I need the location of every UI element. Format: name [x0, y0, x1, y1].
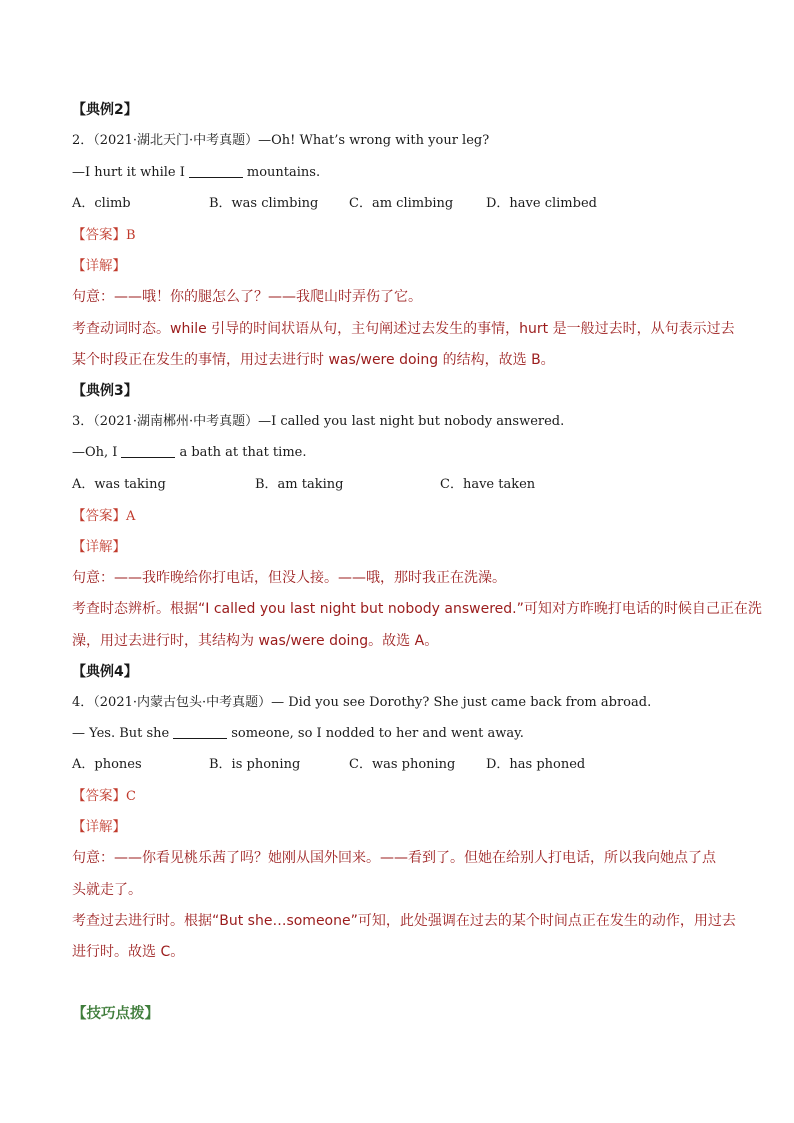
- explain-text: 考查时态辨析。根据“I called you last night but nobody answered.”可知对方昨晚打电话的时候自己正在洗: [72, 601, 762, 617]
- options-row: [72, 756, 672, 774]
- detail-tag: 【详解】: [72, 539, 126, 555]
- meaning-text: 头就走了。: [72, 882, 142, 898]
- example-heading: 【典例3】: [72, 383, 138, 399]
- options-row: [72, 476, 672, 494]
- question-line: [72, 694, 651, 712]
- question-reply: [72, 725, 524, 743]
- example-heading: 【典例4】: [72, 664, 138, 680]
- option-d: D．have climbed: [486, 196, 597, 211]
- option-b: B．is phoning: [209, 757, 301, 772]
- option-a: A．was taking: [72, 477, 166, 492]
- option-d: D．has phoned: [486, 757, 586, 772]
- answer-tag: 【答案】: [72, 788, 126, 804]
- question-source: 4．（2021·内蒙古包头·中考真题）: [72, 695, 272, 710]
- question-line: [72, 132, 489, 150]
- reply-start: —Oh, I: [72, 445, 118, 460]
- explain-text: 考查过去进行时。根据“But she…someone”可知，此处强调在过去的某个时间点正在发生的动作，用过去: [72, 913, 736, 929]
- option-a: A．phones: [72, 757, 142, 772]
- question-text: —Oh! What’s wrong with your leg?: [258, 133, 490, 148]
- meaning-text: 句意：——哦！你的腿怎么了？——我爬山时弄伤了它。: [72, 289, 422, 305]
- answer-blank: [121, 445, 175, 458]
- question-reply: [72, 444, 306, 462]
- detail-tag: 【详解】: [72, 258, 126, 274]
- reply-end: a bath at that time.: [179, 445, 307, 460]
- answer-tag: 【答案】: [72, 508, 126, 524]
- answer-tag: 【答案】: [72, 227, 126, 243]
- answer-line: [72, 787, 136, 806]
- question-text: — Did you see Dorothy? She just came back from abroad.: [271, 695, 652, 710]
- answer-blank: [173, 726, 227, 739]
- explain-text: 进行时。故选 C。: [72, 944, 185, 960]
- reply-end: someone, so I nodded to her and went away.: [231, 726, 524, 741]
- explain-text: 考查动词时态。while 引导的时间状语从句，主句阐述过去发生的事情，hurt 是一般过去时，从句表示过去: [72, 321, 735, 337]
- answer-value: A: [126, 509, 136, 524]
- option-c: C．have taken: [440, 477, 536, 492]
- option-b: B．was climbing: [209, 196, 319, 211]
- reply-end: mountains.: [246, 165, 321, 180]
- answer-blank: [189, 165, 243, 178]
- option-c: C．am climbing: [349, 196, 454, 211]
- explain-text: 某个时段正在发生的事情，用过去进行时 was/were doing 的结构，故选 B。: [72, 352, 555, 368]
- answer-value: C: [126, 789, 136, 804]
- question-source: 2．（2021·湖北天门·中考真题）: [72, 133, 259, 148]
- reply-start: —I hurt it while I: [72, 165, 185, 180]
- answer-line: [72, 226, 136, 245]
- meaning-text: 句意：——我昨晚给你打电话，但没人接。——哦，那时我正在洗澡。: [72, 570, 506, 586]
- option-a: A．climb: [72, 196, 131, 211]
- meaning-text: 句意：——你看见桃乐茜了吗？她刚从国外回来。——看到了。但她在给别人打电话，所以我向她点了点: [72, 850, 716, 866]
- question-line: [72, 413, 564, 431]
- option-c: C．was phoning: [349, 757, 456, 772]
- answer-value: B: [126, 228, 136, 243]
- reply-start: — Yes. But she: [72, 726, 170, 741]
- explain-text: 澡，用过去进行时，其结构为 was/were doing。故选 A。: [72, 633, 439, 649]
- question-source: 3．（2021·湖南郴州·中考真题）: [72, 414, 259, 429]
- detail-tag: 【详解】: [72, 819, 126, 835]
- example-heading: 【典例2】: [72, 102, 138, 118]
- options-row: [72, 195, 672, 213]
- option-b: B．am taking: [255, 477, 344, 492]
- tip-heading: 【技巧点拨】: [72, 1006, 159, 1022]
- question-text: —I called you last night but nobody answered.: [258, 414, 565, 429]
- question-reply: [72, 164, 320, 182]
- answer-line: [72, 507, 135, 526]
